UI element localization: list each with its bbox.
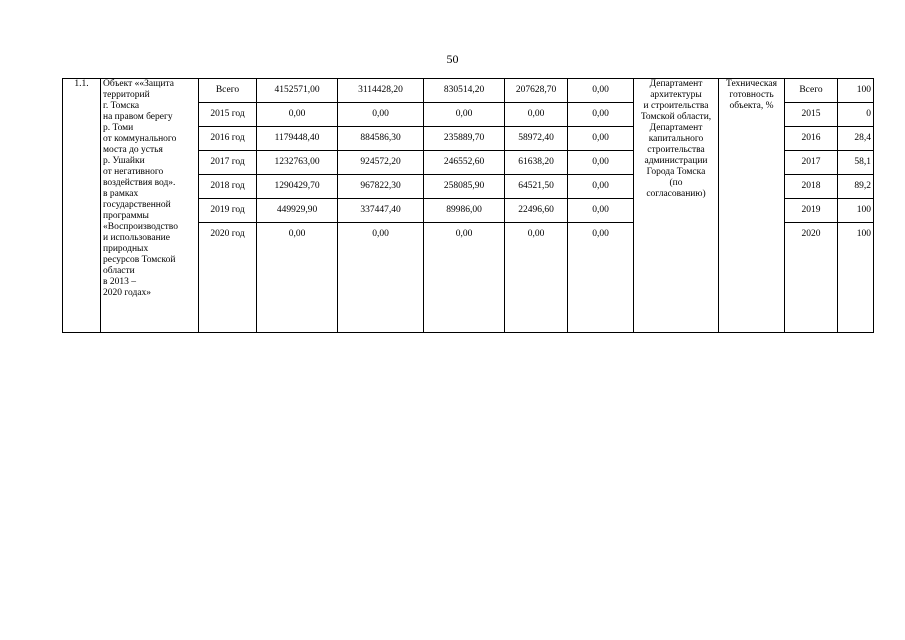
indicator-value: 100	[838, 199, 874, 223]
amount-col3: 246552,60	[424, 151, 505, 175]
indicator-year: 2018	[785, 175, 838, 199]
responsible-department: Департамент архитектуры и строительства Томской области, Департамент капитального строительства администрации Города Томска (по согласованию)	[634, 79, 719, 333]
amount-col4: 64521,50	[505, 175, 568, 199]
period-label: Всего	[199, 79, 257, 103]
amount-col5: 0,00	[568, 175, 634, 199]
amount-col4: 0,00	[505, 223, 568, 333]
amount-col5: 0,00	[568, 223, 634, 333]
amount-col4: 61638,20	[505, 151, 568, 175]
indicator-value: 28,4	[838, 127, 874, 151]
amount-col5: 0,00	[568, 103, 634, 127]
total-amount: 0,00	[257, 223, 338, 333]
amount-col4: 207628,70	[505, 79, 568, 103]
period-label: 2015 год	[199, 103, 257, 127]
indicator-value: 100	[838, 79, 874, 103]
amount-col2: 0,00	[338, 223, 424, 333]
indicator-year: Всего	[785, 79, 838, 103]
amount-col5: 0,00	[568, 151, 634, 175]
period-label: 2019 год	[199, 199, 257, 223]
indicator-value: 100	[838, 223, 874, 333]
amount-col3: 830514,20	[424, 79, 505, 103]
indicator-year: 2017	[785, 151, 838, 175]
period-label: 2016 год	[199, 127, 257, 151]
amount-col2: 884586,30	[338, 127, 424, 151]
period-label: 2020 год	[199, 223, 257, 333]
amount-col2: 924572,20	[338, 151, 424, 175]
indicator-value: 0	[838, 103, 874, 127]
amount-col2: 3114428,20	[338, 79, 424, 103]
indicator-year: 2019	[785, 199, 838, 223]
indicator-year: 2015	[785, 103, 838, 127]
amount-col4: 22496,60	[505, 199, 568, 223]
indicator-value: 89,2	[838, 175, 874, 199]
row-number: 1.1.	[63, 79, 101, 333]
table-row	[63, 79, 874, 103]
amount-col5: 0,00	[568, 79, 634, 103]
indicator-year: 2016	[785, 127, 838, 151]
amount-col2: 967822,30	[338, 175, 424, 199]
amount-col5: 0,00	[568, 199, 634, 223]
indicator-year: 2020	[785, 223, 838, 333]
total-amount: 449929,90	[257, 199, 338, 223]
amount-col2: 0,00	[338, 103, 424, 127]
total-amount: 1179448,40	[257, 127, 338, 151]
amount-col3: 258085,90	[424, 175, 505, 199]
amount-col4: 58972,40	[505, 127, 568, 151]
indicator-name: Техническая готовность объекта, %	[719, 79, 785, 333]
total-amount: 0,00	[257, 103, 338, 127]
amount-col3: 0,00	[424, 223, 505, 333]
amount-col3: 235889,70	[424, 127, 505, 151]
amount-col3: 0,00	[424, 103, 505, 127]
total-amount: 1232763,00	[257, 151, 338, 175]
period-label: 2017 год	[199, 151, 257, 175]
page-number: 50	[446, 52, 459, 66]
amount-col4: 0,00	[505, 103, 568, 127]
object-description: Объект ««Защита территорий г. Томска на правом берегу р. Томи от коммунального моста до устья р. Ушайки от негативного воздействия вод». в рамках государственной программы «Воспроизводство и использование природных ресурсов Томской области в 2013 – 2020 годах»	[101, 79, 199, 333]
period-label: 2018 год	[199, 175, 257, 199]
total-amount: 4152571,00	[257, 79, 338, 103]
total-amount: 1290429,70	[257, 175, 338, 199]
indicator-value: 58,1	[838, 151, 874, 175]
amount-col5: 0,00	[568, 127, 634, 151]
amount-col3: 89986,00	[424, 199, 505, 223]
funding-table	[62, 78, 874, 333]
amount-col2: 337447,40	[338, 199, 424, 223]
